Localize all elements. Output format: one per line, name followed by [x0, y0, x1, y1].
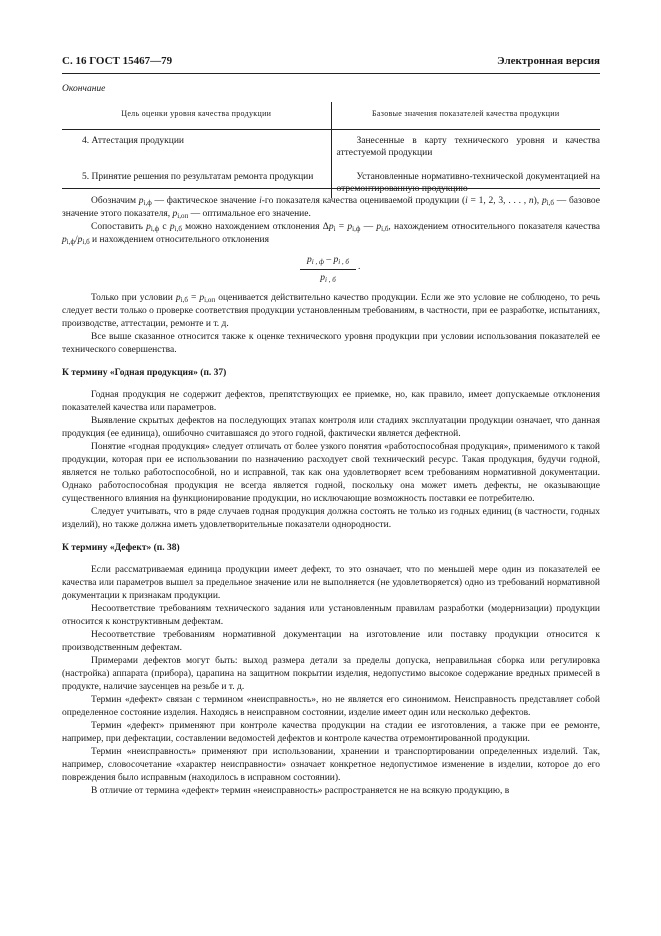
paragraph: В отличие от термина «дефект» термин «неисправность» распространяется не на всякую продукцию, в [91, 786, 510, 796]
paragraph-comparison: Сопоставить $p_{i,ф}$ с $p_{i,б}$ можно нахождением отклонения $\Delta p_i = p_{i,ф}$ — $p_{i,б}$, нахождением относительного показателя качества $p_{i,ф}/p_{i,б}$ и нахождением относительного отклонения [62, 222, 601, 246]
table-header-purpose: Цель оценки уровня качества продукции [62, 102, 331, 130]
paragraph: Если рассматриваемая единица продукции имеет дефект, то это означает, что по меньшей мере один из показателей ее качества или параметров вышел за предельное значение или не выполняется (не удовлетворяется) одно из требований нормативной документации к признакам продукции. [62, 565, 600, 601]
header-edition: Электронная версия [497, 55, 600, 67]
header-standard-ref: С. 16 ГОСТ 15467—79 [62, 55, 173, 67]
paragraph: Несоответствие требованиям технического задания или установленным правилам разработки (модернизации) продукции относится к конструктивным дефектам. [62, 604, 600, 627]
section-heading-good-product: К термину «Годная продукция» (п. 37) [62, 368, 227, 378]
paragraph: Понятие «годная продукция» следует отличать от более узкого понятия «работоспособная продукция», применимого к такой продукции, которая при ее использовании по назначению расходует свой технический ресурс. Такая продукция, будучи годной, является не только работоспособной, но и исправной, так как она удовлетворяет всем требованиям нормативной документации. Однако работоспособная продукция не всегда является годной, поскольку она может иметь дефекты, не оказывающие существенного влияния на функционирование продукции, но исключающие возможность поставки ее потребителю. [62, 442, 600, 504]
section-heading-defect: К термину «Дефект» (п. 38) [62, 543, 180, 553]
paragraph: Годная продукция не содержит дефектов, препятствующих ее приемке, но, как правило, имеет допускаемые отклонения показателей качества или параметров. [62, 390, 600, 413]
formula-fraction [300, 254, 356, 285]
table-cell-baseline: Занесенные в карту технического уровня и качества аттестуемой продукции [336, 136, 600, 158]
table-cell-purpose: 4. Аттестация продукции [62, 130, 331, 168]
paragraph: Примерами дефектов могут быть: выход размера детали за пределы допуска, неправильная сборка или регулировка (настройка) аппарата (прибора), царапина на защитном покрытии изделия, недопустимо высокое содержание вредных примесей в продукте, наличие заусенцев на резьбе и т. д. [62, 656, 600, 692]
paragraph-condition: Только при условии $p_{i,б} = p_{i,оп}$ оценивается действительно качество продукции. Если же это условие не соблюдено, то речь следует вести только о проверке соответствия продукции установленным требованиям, в частности, при ее разработке, испытаниях, производстве, аттестации, ремонте и т. д. [62, 293, 601, 329]
header-divider [62, 73, 600, 74]
formula-numerator: $p_{i , ф} - p_{i , б}$ [300, 254, 356, 270]
paragraph: Термин «неисправность» применяют при использовании, хранении и транспортировании определенных изделий. Так, например, словосочетание «характер неисправности» означает конкретное недопустимое изменение в изделии, которое до его повреждения было исправным (находилось в исправном состоянии). [62, 747, 600, 783]
paragraph: Термин «дефект» связан с термином «неисправность», но не является его синонимом. Неисправность представляет собой определенное состояние изделия. Находясь в неисправном состоянии, изделие имеет один или несколько дефектов. [62, 695, 600, 718]
paragraph: Выявление скрытых дефектов на последующих этапах контроля или стадиях эксплуатации продукции означает, что данная продукция (ее единица), ошибочно считавшаяся до этого годной, фактически является дефектной. [62, 416, 600, 439]
document-page [62, 0, 600, 936]
paragraph-notation: Обозначим $p_{i,ф}$ — фактическое значение i-го показателя качества оцениваемой продукции (i = 1, 2, 3, . . . , n), $p_{i,б}$ — базовое значение этого показателя, $p_{i,оп}$ — оптимальное его значение. [62, 196, 600, 220]
paragraph: Следует учитывать, что в ряде случаев годная продукция должна состоять не только из годных единиц (в частности, годных изделий), но также должна иметь удовлетворительные показатели однородности. [62, 507, 600, 530]
table-header-baseline: Базовые значения показателей качества продукции [331, 102, 600, 130]
continuation-label: Окончание [62, 84, 106, 94]
table-bottom-rule [62, 188, 600, 189]
body-text [62, 195, 600, 798]
quality-table [62, 102, 600, 198]
paragraph: Несоответствие требованиям нормативной документации на изготовление или поставку продукции относится к производственным дефектам. [62, 630, 600, 653]
paragraph: Все выше сказанное относится также к оценке технического уровня продукции при условии использования показателей ее технического совершенства. [62, 332, 600, 355]
table-cell-purpose: 5. Принятие решения по результатам ремонта продукции [62, 167, 331, 198]
table-row [62, 167, 600, 198]
table-row [62, 130, 600, 168]
relative-deviation-formula: $p_{i , ф} - p_{i , б}$ $p_{i , б}$ . [62, 252, 600, 288]
table-cell-baseline: Установленные нормативно-технической документацией на отремонтированную продукцию [336, 172, 600, 194]
formula-denominator: $p_{i , б}$ [320, 273, 336, 284]
paragraph: Термин «дефект» применяют при контроле качества продукции на стадии ее изготовления, а также при ее ремонте, например, при дефектации, составлении ведомостей дефектов и контроле качества отремонтированной продукции. [62, 721, 600, 744]
